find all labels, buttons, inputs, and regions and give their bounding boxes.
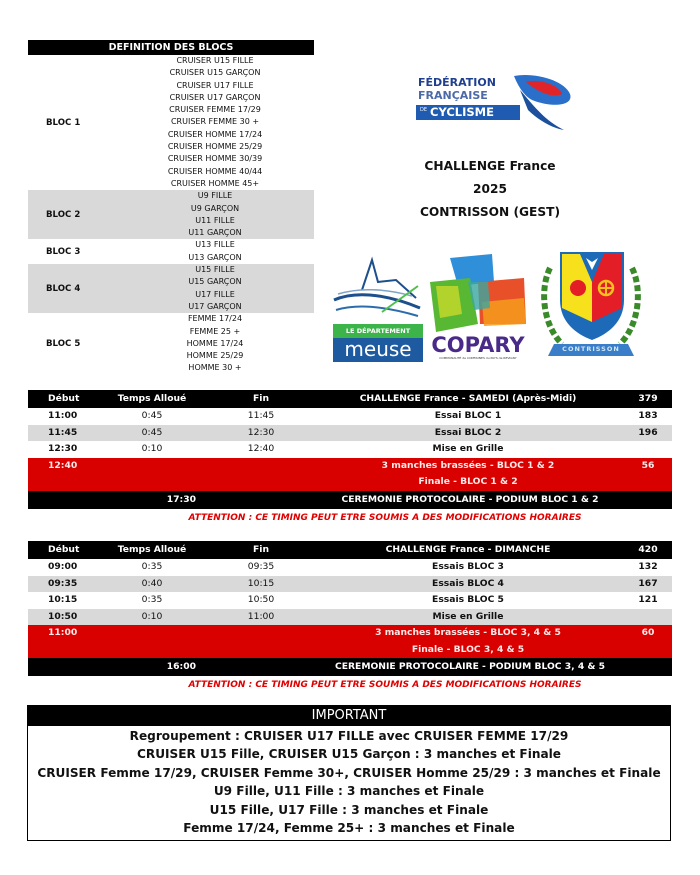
bloc-category: FEMME 17/24 [187,314,243,324]
bloc-category: HOMME 17/24 [186,338,244,348]
copary-logo [428,252,528,364]
row-end: 10:15 [247,577,275,589]
bloc-row [28,264,314,313]
row-allotted: 0:45 [141,426,163,438]
schedule-row [28,559,672,576]
bloc-category: U17 GARÇON [188,301,242,311]
bloc-name: BLOC 3 [46,246,81,257]
bloc-category: U13 FILLE [195,240,235,250]
row-allotted: 0:10 [141,443,163,454]
event-title-block [400,155,580,224]
schedule-header-row [28,541,672,559]
race-count: 56 [641,459,655,471]
bloc-categories [122,264,314,313]
row-allotted: 0:45 [141,410,163,421]
bloc-category: CRUISER HOMME 45+ [170,178,260,188]
race-block [28,458,672,491]
schedule-header-row [28,390,672,408]
ceremony-row [28,491,672,509]
col-end-header: Fin [253,544,269,555]
row-end: 11:45 [247,410,275,421]
ceremony-label: CEREMONIE PROTOCOLAIRE - PODIUM BLOC 3, 4 & 5 [334,661,606,672]
row-start: 10:15 [48,594,78,605]
bloc-category: U9 FILLE [197,191,233,201]
bloc-name: BLOC 2 [46,209,81,220]
bloc-row [28,190,314,239]
bloc-category: FEMME 25 + [189,326,241,336]
ffc-line-2: FRANÇAISE [418,89,488,102]
day-title: CHALLENGE France - SAMEDI (Après-Midi) [359,393,577,404]
important-line: CRUISER U15 Fille, CRUISER U15 Garçon : 3 manches et Finale [137,747,561,762]
row-allotted: 0:40 [141,577,163,589]
ceremony-time: 16:00 [166,661,196,672]
race-final: Finale - BLOC 3, 4 & 5 [411,643,525,655]
bloc-definition-header: DEFINITION DES BLOCS [28,40,314,55]
bloc-category: CRUISER U15 GARÇON [169,68,261,78]
important-header: IMPORTANT [28,706,670,726]
important-line: U9 Fille, U11 Fille : 3 manches et Finale [213,784,485,799]
bloc-row [28,55,314,190]
bloc-category: HOMME 30 + [188,363,242,373]
bloc-category: CRUISER U17 FILLE [176,80,254,90]
schedule-row [28,425,672,442]
bloc-row [28,239,314,264]
day-title: CHALLENGE France - DIMANCHE [385,544,551,555]
ceremony-time: 17:30 [166,493,196,505]
ffc-line-3: CYCLISME [430,105,494,119]
row-end: 12:30 [247,426,275,438]
race-start: 12:40 [48,459,78,471]
ffc-logo [414,72,576,134]
row-end: 10:50 [247,594,275,605]
saturday-schedule [28,390,672,523]
copary-name: COPARY [431,333,525,357]
col-start-header: Début [48,393,80,404]
copary-subtitle: COMMUNAUTÉ de COMMUNES du PAYS de REVIGNY [439,356,517,360]
bloc-category: CRUISER HOMME 17/24 [167,129,263,139]
col-allotted-header: Temps Alloué [117,393,187,404]
race-heats: 3 manches brassées - BLOC 1 & 2 [381,459,555,471]
bloc-category: CRUISER U15 FILLE [176,56,254,65]
meuse-name: meuse [333,338,423,362]
bloc-categories [122,239,314,264]
row-end: 12:40 [247,443,275,454]
bloc-category: U17 FILLE [195,289,235,299]
bloc-category: U15 FILLE [195,265,235,275]
schedule-row [28,592,672,609]
important-box [27,705,671,841]
row-start: 11:00 [48,410,78,421]
row-start: 12:30 [48,443,78,454]
bloc-name: BLOC 5 [46,338,81,349]
ceremony-label: CEREMONIE PROTOCOLAIRE - PODIUM BLOC 1 & 2 [341,493,599,505]
bloc-definition-table [28,40,314,375]
schedule-row [28,408,672,425]
contrisson-coat-of-arms [536,248,646,362]
meuse-logo [332,252,424,364]
bloc-category: U15 GARÇON [188,277,242,287]
row-allotted: 0:10 [141,610,163,622]
bloc-categories [122,313,314,374]
row-end: 09:35 [247,561,275,572]
row-end: 11:00 [247,610,275,622]
row-start: 09:00 [48,561,78,572]
day-total: 420 [638,544,658,555]
row-activity: Essai BLOC 2 [434,426,502,438]
bloc-category: CRUISER HOMME 25/29 [167,142,263,152]
row-count: 121 [638,594,658,605]
schedule-row [28,609,672,626]
row-activity: Essais BLOC 4 [432,577,504,589]
row-count [624,441,672,458]
event-year: 2025 [473,182,507,196]
race-block [28,625,672,658]
important-line: CRUISER Femme 17/29, CRUISER Femme 30+, CRUISER Homme 25/29 : 3 manches et Finale [37,765,661,780]
row-count: 196 [638,426,658,438]
row-start: 10:50 [48,610,78,622]
bloc-category: CRUISER FEMME 30 + [170,117,260,127]
race-start: 11:00 [48,627,78,638]
meuse-tag: LE DÉPARTEMENT [333,324,423,338]
row-start: 11:45 [48,426,78,438]
sunday-schedule [28,541,672,690]
bloc-category: CRUISER FEMME 17/29 [169,105,261,115]
bloc-row [28,313,314,374]
row-activity: Mise en Grille [432,610,504,622]
row-count: 132 [638,561,658,572]
bloc-categories [122,190,314,239]
important-line: Femme 17/24, Femme 25+ : 3 manches et Finale [183,821,515,836]
row-activity: Essai BLOC 1 [434,410,502,421]
row-allotted: 0:35 [141,594,163,605]
row-count: 183 [638,410,658,421]
ffc-line-1: FÉDÉRATION [418,76,496,89]
bloc-name: BLOC 1 [46,117,81,128]
bloc-category: HOMME 25/29 [186,351,244,361]
ffc-prefix: DE [420,107,428,113]
ceremony-row [28,658,672,676]
row-activity: Essais BLOC 5 [432,594,504,605]
bloc-category: U11 FILLE [195,215,235,225]
col-start-header: Début [48,544,80,555]
race-count: 60 [641,627,655,638]
bloc-category: CRUISER HOMME 40/44 [167,166,263,176]
schedule-row [28,576,672,593]
timing-warning: ATTENTION : CE TIMING PEUT ETRE SOUMIS A DES MODIFICATIONS HORAIRES [188,680,582,690]
col-end-header: Fin [253,393,269,404]
row-allotted: 0:35 [141,561,163,572]
row-count [624,609,672,626]
race-final: Finale - BLOC 1 & 2 [418,476,518,487]
bloc-category: CRUISER U17 GARÇON [169,92,261,102]
row-activity: Essais BLOC 3 [432,561,504,572]
coat-of-arms-ribbon: CONTRISSON [562,345,620,353]
event-title: CHALLENGE France [424,159,556,173]
col-allotted-header: Temps Alloué [117,544,187,555]
bloc-name: BLOC 4 [46,283,81,294]
copary-map-icon [428,252,528,334]
timing-warning: ATTENTION : CE TIMING PEUT ETRE SOUMIS A DES MODIFICATIONS HORAIRES [188,512,582,523]
row-start: 09:35 [48,577,78,589]
bloc-category: U9 GARÇON [190,203,240,213]
meuse-landscape-icon [332,252,424,322]
event-location: CONTRISSON (GEST) [419,205,561,219]
day-total: 379 [638,393,658,404]
bloc-category: U13 GARÇON [188,252,242,262]
important-line: U15 Fille, U17 Fille : 3 manches et Finale [209,802,489,817]
bloc-category: U11 GARÇON [188,228,242,238]
race-heats: 3 manches brassées - BLOC 3, 4 & 5 [375,627,561,638]
row-activity: Mise en Grille [432,443,504,454]
schedule-row [28,441,672,458]
row-count: 167 [638,577,658,589]
bloc-category: CRUISER HOMME 30/39 [167,154,263,164]
important-line: Regroupement : CRUISER U17 FILLE avec CRUISER FEMME 17/29 [129,729,569,743]
bloc-categories [122,55,314,190]
